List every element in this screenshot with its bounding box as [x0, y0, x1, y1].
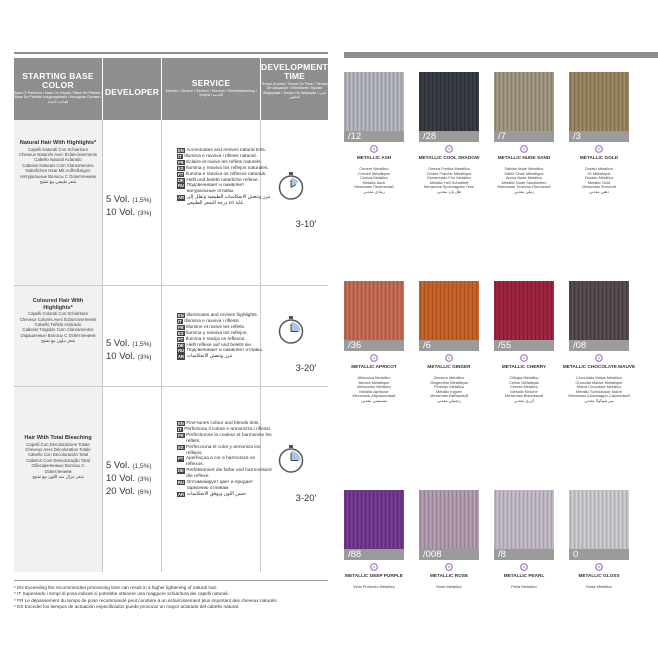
service-line: Ilumina e reaviva os reflexos naturais.: [185, 171, 267, 177]
shade-name: METALLIC GOLD: [579, 155, 619, 160]
shade-code: /12: [344, 131, 404, 142]
brand-logo-icon: [370, 354, 378, 362]
base-translation: Cabelos Naturais Com Clareamentos: [22, 162, 94, 168]
base-translation: Capelli Naturali Con Schiariture: [28, 146, 88, 152]
lang-tag: ES: [178, 444, 184, 450]
base-translation: Cabelos Tingidos Com Clareamentos: [22, 327, 94, 333]
timer-icon: [277, 172, 305, 200]
service-line: Оптимизирует цвет и придает гармонию отливам.: [186, 480, 254, 491]
lang-tag: PT: [178, 171, 184, 177]
service-line: Accentuates and revives natural tints.: [186, 148, 267, 153]
shade-translation: Ceniza Metálico: [360, 175, 388, 181]
brand-logo-icon: [370, 563, 378, 571]
base-translation: Cheveux Naturels Avec Éclaircissements: [18, 152, 97, 157]
developer-volume: 10 Vol.: [106, 207, 136, 218]
developer-values: [106, 460, 174, 499]
shade-code: 0: [569, 549, 629, 560]
developer-volume: 20 Vol.: [106, 486, 136, 497]
shade-translation: Ombre Fraîche Métallique: [426, 170, 472, 176]
shade-translation: Viola Profondo Metallico: [353, 584, 395, 589]
shade-name: METALLIC ASH: [356, 155, 392, 160]
base-translation: شعر ملون مع تفتيح: [40, 338, 76, 344]
shade-translation: Металлик Вишневый: [505, 393, 543, 399]
lang-tag: FR: [178, 324, 184, 330]
timer-icon: [277, 316, 305, 344]
shade-name: METALLIC GINGER: [427, 364, 471, 369]
shade-translations: [412, 585, 486, 590]
header-developer: [103, 58, 161, 120]
shade-translation: Perla Metallico: [511, 584, 537, 589]
shade-translations: [337, 167, 411, 195]
shade-swatch: [344, 72, 404, 131]
lang-tag: IT: [178, 153, 182, 159]
base-translation: Cheveux Avec Décoloration Totale: [25, 447, 91, 452]
lang-tag: ES: [178, 330, 184, 336]
shade-name: METALLIC GLOSS: [578, 573, 620, 578]
footnote: * IT Superando i tempi di posa indicati si potrebbe ottenere una maggiore schiaritura dei capelli naturali.: [14, 591, 229, 597]
shade-code: /008: [419, 549, 479, 560]
brand-logo-icon: [595, 354, 603, 362]
service-text: [177, 421, 272, 498]
service-line: Hellt und belebt natürliche reflexe.: [186, 177, 259, 183]
shade-swatch: [569, 490, 629, 549]
brand-logo-icon: [520, 354, 528, 362]
service-text: [177, 313, 272, 360]
base-cell: [14, 286, 102, 386]
shade-translation: Metallic Asch: [362, 179, 386, 185]
developer-percent: (3%): [137, 210, 152, 217]
service-line: Ilumina e realça os reflexos.: [185, 336, 246, 342]
lang-tag: IT: [178, 426, 182, 432]
shade-translations: [337, 376, 411, 404]
lang-tag: IT: [178, 318, 182, 324]
time-subtitle: Tempo di posa / Temps De Pose / Tiempo De Actuación / Einwirkzeit / Время Выдержки / Tempo De Aplicação / فترة التطوير: [261, 82, 328, 100]
shade-translation: Abricot Métallique: [358, 379, 390, 385]
lang-tag: PT: [178, 456, 184, 462]
shade-translations: [337, 585, 411, 590]
shade-translations: [562, 167, 636, 195]
development-time: 3-20': [295, 493, 317, 504]
service-line: Fine-tunes colour and blends tints.: [186, 421, 260, 426]
shade-translation: Металлик Телесно-Песочный: [497, 184, 551, 190]
shade-code: /7: [494, 131, 554, 142]
shade-translation: Metallic Aprikose: [359, 388, 389, 394]
shade-translation: Cerise Métallique: [508, 379, 540, 385]
shade-name: METALLIC PEARL: [503, 573, 545, 578]
shade-translation: رملي معدني: [514, 188, 534, 194]
shade-name: METALLIC ROSE: [430, 573, 468, 578]
shade-translation: Металлик Золотой: [582, 184, 616, 190]
developer-percent: (3%): [137, 476, 152, 483]
shade-swatch: [494, 490, 554, 549]
shade-translation: Dorado Metálico: [584, 175, 614, 181]
service-line: Perfeziona il colore e armonizza i riflessi.: [184, 426, 272, 432]
lang-tag: DE: [178, 342, 184, 348]
shade-translation: Sable Chair Métallique: [504, 170, 544, 176]
shade-translation: Sombreado Frío Metálico: [427, 175, 471, 181]
lang-tag: EN: [178, 148, 184, 153]
lang-tag: DE: [178, 177, 184, 183]
shade-name: METALLIC NUDE SAND: [497, 155, 551, 160]
lang-tag: FR: [178, 159, 184, 165]
timer-icon: [277, 445, 305, 473]
developer-percent: (1,5%): [132, 341, 152, 348]
shade-translation: Metallic Schokolade Malve: [575, 388, 623, 394]
shade-translation: Metallic Nude Sandfarben: [501, 179, 547, 185]
shade-swatch: [569, 72, 629, 131]
shade-swatch: [344, 490, 404, 549]
lang-tag: EN: [178, 313, 184, 318]
developer-volume: 5 Vol.: [106, 338, 130, 349]
shade-swatch: [569, 281, 629, 340]
table-row: [14, 387, 328, 572]
shade-code: /55: [494, 340, 554, 351]
footnote: * EN Exceeding the recommended processing time can result in a higher lightening of natural hair.: [14, 585, 218, 590]
table-row: [14, 120, 328, 286]
developer-percent: (1,5%): [132, 463, 152, 470]
shade-translations: [562, 585, 636, 590]
shade-translation: رمادي معدني: [363, 188, 385, 194]
brand-logo-icon: [595, 563, 603, 571]
shade-translation: Cendré Métallique: [358, 170, 390, 176]
development-time: 3-10': [295, 219, 317, 230]
shade-translation: Zenzero Metallico: [433, 375, 465, 380]
shade-translation: Metallic Gold: [587, 179, 611, 185]
base-translation: Natürliches Haar Mit Aufhellungen: [25, 168, 91, 174]
shade-translation: كرزي معدني: [513, 397, 535, 403]
shade-swatch: [494, 72, 554, 131]
developer-volume: 5 Vol.: [106, 460, 130, 471]
base-translation: Натуральные Волосы С Осветлением: [20, 173, 96, 179]
brand-logo-icon: [445, 354, 453, 362]
shade-translation: Металлик Прохладная Тень: [423, 184, 475, 190]
service-line: Eclaire et ravive les reflets naturels.: [186, 159, 262, 165]
brand-logo-icon: [595, 145, 603, 153]
service-line: Perfectionne la couleur et harmonise les reflets.: [186, 432, 272, 444]
developer-values: [106, 194, 174, 220]
shade-code: /6: [419, 340, 479, 351]
service-line: Hellt reflexe auf und belebt sie.: [186, 342, 253, 348]
shade-code: /36: [344, 340, 404, 351]
shade-translation: Chocolat Mauve Métallique: [575, 379, 623, 385]
developer-percent: (3%): [137, 354, 152, 361]
shade-name: METALLIC COOL SHADOW: [418, 155, 480, 160]
service-line: Illumina e ravviva i riflessi naturali.: [184, 153, 258, 159]
lang-tag: EN: [178, 421, 184, 426]
developer-volume: 10 Vol.: [106, 351, 136, 362]
service-line: Подсвечивает и оживляет натуральные отливы.: [186, 183, 245, 195]
service-line: Подсвечивает и оживляет отливы.: [186, 348, 264, 354]
service-line: حسن اللون ويوفق الانعكاسات: [186, 491, 247, 497]
shade-translation: Arena Nude Metálico: [505, 175, 543, 181]
shade-swatch: [344, 281, 404, 340]
lang-tag: AR: [178, 354, 185, 360]
time-title: DEVELOPMENT TIME: [261, 62, 328, 81]
shade-translations: [412, 167, 486, 195]
shade-translation: Металлик Имбирный: [430, 393, 468, 399]
shade-translation: Metallic Hell Schattiert: [429, 179, 469, 185]
developer-percent: (1,5%): [132, 197, 152, 204]
base-translation: Окрашенные Волосы С Осветлением: [20, 332, 96, 338]
base-translation: Cabello Teñido Aclarado: [34, 322, 82, 327]
developer-title: DEVELOPER: [104, 87, 160, 97]
shade-translations: [562, 376, 636, 404]
shade-name: METALLIC CHERRY: [501, 364, 547, 369]
base-label: Hair With Total Bleaching: [24, 435, 92, 441]
shade-translation: Pelirrojo Metálico: [434, 384, 464, 390]
brand-logo-icon: [445, 563, 453, 571]
shade-translation: Dorato Metallico: [584, 166, 614, 171]
table-row: [14, 286, 328, 387]
base-translation: Capelli Colorati Con Schiariture: [28, 311, 88, 317]
lang-tag: PT: [178, 336, 184, 342]
shade-swatch: [494, 281, 554, 340]
shade-code: /3: [569, 131, 629, 142]
shade-translation: ظل بارد معدني: [436, 188, 462, 194]
header-service: [162, 58, 260, 120]
shade-translation: Gloss Metallico: [585, 584, 613, 589]
lang-tag: AR: [178, 195, 185, 201]
shade-translation: Металлик Абрикосовый: [352, 393, 396, 399]
lang-tag: RU: [178, 348, 185, 354]
developer-values: [106, 338, 174, 364]
base-translation: Обесцвеченные Волосы С Осветлением: [31, 463, 85, 474]
shade-translations: [487, 376, 561, 404]
developer-percent: (6%): [137, 489, 152, 496]
top-rule: [14, 52, 328, 54]
shade-translation: زنجبيلي معدني: [437, 397, 461, 403]
footnote: * ES Exceder los tiempos de actuación especificados puede provocar un mayor aclarado del cabello natural.: [14, 604, 240, 610]
shade-translation: Sabbia Nude Metallico: [504, 166, 544, 171]
shade-translation: Cenere Metallico: [359, 166, 389, 171]
shade-translation: Metallic Ingwer: [436, 388, 462, 394]
base-label: Coloured Hair With Highlights*: [32, 298, 84, 311]
service-line: تبرز وتنعش الانعكاسات الطبيعية وتقلل إلى غاية 10 درجة الشعر الطبيعي: [186, 195, 271, 207]
shade-name: METALLIC CHOCOLATE MAUVE: [562, 364, 636, 369]
shade-translation: Melocotón Metálico: [357, 384, 391, 390]
service-line: Ilumina y reaviva los reflejos.: [186, 330, 248, 336]
shade-translation: Metallic Kirsche: [510, 388, 538, 394]
shade-translation: مشمشي معدني: [361, 397, 387, 403]
shade-translation: Or Métallique: [587, 170, 611, 176]
lang-tag: ES: [178, 165, 184, 171]
lang-tag: FR: [178, 432, 184, 438]
shade-code: /08: [569, 340, 629, 351]
base-subtitle: Base Di Partenza / Base De Départ / Base De Partida / Base De Partida/ Ausgangsbasis / Исходная Основа / القاعدة البادئة: [14, 91, 102, 104]
shade-code: /28: [419, 131, 479, 142]
shade-translation: Ciliegia Metallico: [509, 375, 539, 380]
brand-logo-icon: [520, 145, 528, 153]
footnotes: [14, 580, 328, 611]
service-line: Perfektioniert die farbe und harmonisiert die reflexe.: [186, 468, 272, 480]
base-translation: Capelli Con Decolorazione Totale: [26, 441, 90, 447]
service-line: Illumina e ravviva i riflessi.: [184, 318, 240, 324]
shade-name: METALLIC DEEP PURPLE: [345, 573, 403, 578]
shade-swatch: [419, 281, 479, 340]
shade-translations: [487, 167, 561, 195]
brand-logo-icon: [370, 145, 378, 153]
service-subtitle: Servizio / Service / Servicio / Servicio / Servicetsleistung / Услуга / الخدمة: [165, 89, 257, 98]
shade-translation: ذهبي معدني: [589, 188, 609, 194]
shade-translation: Malva Chocolate Metálico: [576, 384, 622, 390]
base-translation: شعر طبيعي مع تفتيح: [39, 179, 77, 185]
top-rule-right: [344, 52, 658, 58]
base-translation: Cabello Natural Aclarado: [34, 157, 82, 163]
service-text: [177, 148, 272, 207]
service-title: SERVICE: [191, 78, 231, 88]
developer-volume: 10 Vol.: [106, 473, 136, 484]
shade-translation: Cereza Metálico: [509, 384, 539, 390]
lang-tag: RU: [178, 480, 185, 486]
base-translation: Cheveux Colorés Avec Éclaircissements: [19, 316, 97, 322]
service-line: Aperfeiçoa a cor e harmoniza os reflexos.: [185, 456, 255, 468]
shade-translation: Gingembre Métallique: [429, 379, 469, 385]
brand-logo-icon: [520, 563, 528, 571]
developer-volume: 5 Vol.: [106, 194, 130, 205]
service-line: Illuminates and revives highlights.: [186, 313, 259, 318]
shade-translations: [412, 376, 486, 404]
base-cell: [14, 387, 102, 572]
service-line: Illumine et ravive les reflets.: [186, 324, 246, 330]
base-translation: Cabello Con Decoloración Total: [27, 452, 89, 458]
shade-translation: Металлик Пепельный: [354, 184, 394, 190]
service-line: Perfecciona el color y armoniza los reflejos.: [186, 444, 261, 456]
base-label: Natural Hair With Highlights*: [19, 140, 97, 146]
service-line: تبرز وتنعش الانعكاسات: [186, 354, 233, 360]
service-line: Ilumina y reaviva los reflejos naturales.: [186, 165, 269, 171]
lang-tag: RU: [178, 183, 185, 189]
footnote: * FR Le dépassement du temps de pose recommandé peut conduire à un éclaircissement plus important des cheveux naturels: [14, 597, 277, 603]
lang-tag: AR: [178, 491, 185, 497]
shade-swatch: [419, 72, 479, 131]
shade-translation: Albicocca Metallico: [357, 375, 391, 380]
base-title: STARTING BASE COLOR: [22, 71, 94, 90]
brand-logo-icon: [445, 145, 453, 153]
base-translation: شعر مزال منه اللون مع تفتيح: [32, 474, 84, 480]
header-base: [14, 58, 102, 120]
base-translation: Cabelos Com Descoloração Total: [26, 457, 90, 463]
shade-translation: Cioccolato Malva Metallico: [575, 375, 623, 380]
header-time: [261, 58, 328, 120]
shade-translation: بني شوكولا معدني: [584, 397, 614, 403]
lang-tag: DE: [178, 468, 184, 474]
shade-translations: [487, 585, 561, 590]
shade-code: /8: [494, 549, 554, 560]
base-cell: [14, 120, 102, 285]
shade-translation: Металлик Шоколадно-Сиреневый: [568, 393, 630, 399]
shade-name: METALLIC APRICOT: [351, 364, 397, 369]
shade-translation: Ombra Fredda Metallico: [428, 166, 470, 171]
shade-code: /88: [344, 549, 404, 560]
shade-swatch: [419, 490, 479, 549]
shade-translation: Rose Metallico: [436, 584, 462, 589]
development-time: 3-20': [295, 363, 317, 374]
